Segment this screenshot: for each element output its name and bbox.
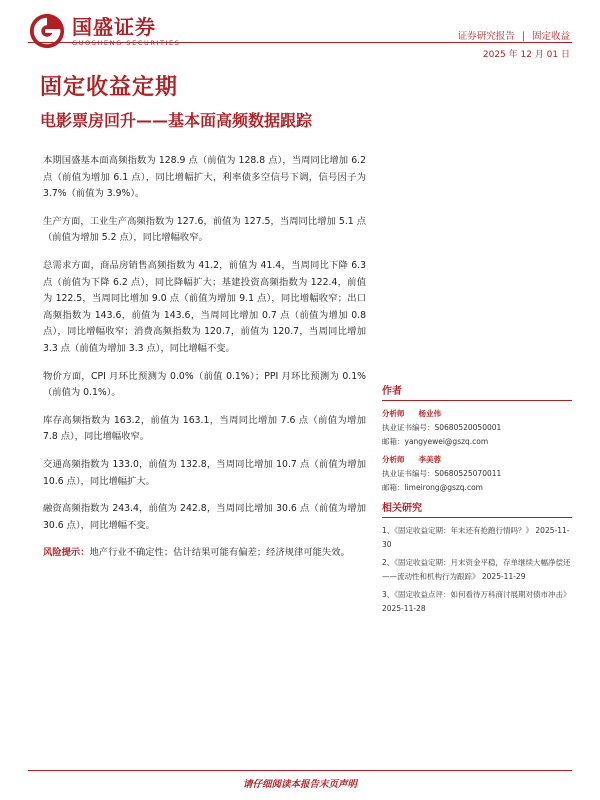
- risk-warning-text: 地产行业不确定性；估计结果可能有偏差；经济规律可能失效。: [89, 547, 350, 559]
- guosheng-logo-icon: [28, 12, 66, 50]
- author-email[interactable]: 邮箱：limeirong@gszq.com: [382, 483, 483, 492]
- body-paragraph-summary: 本期国盛基本面高频指数为 128.9 点（前值为 128.8 点），当周同比增加 6.2 点（前值为增加 6.1 点），同比增幅扩大，利率债多空信号下调，信号因子为 3.7%（前值为 3.9%）。: [43, 155, 366, 200]
- author-role: 分析师: [382, 409, 405, 418]
- body-paragraph-production: 生产方面，工业生产高频指数为 127.6，前值为 127.5，当周同比增加 5.1 点（前值为增加 5.2 点），同比增幅收窄。: [43, 215, 366, 244]
- risk-warning: [43, 545, 366, 562]
- logo-chinese-name: 国盛证券: [72, 14, 156, 39]
- brand-logo: [28, 12, 180, 50]
- report-category: 固定收益: [531, 31, 570, 42]
- author-email[interactable]: 邮箱：yangyewei@gszq.com: [382, 437, 489, 446]
- author-card: [382, 407, 572, 449]
- sidebar: [382, 382, 572, 620]
- author-card: [382, 453, 572, 495]
- footer-divider: [28, 770, 572, 771]
- related-research-title: 相关研究: [382, 499, 572, 518]
- related-research-item[interactable]: 2、《固定收益定期：月末资金平稳，存单继续大幅净偿还——流动性和机构行为跟踪》 2025-11-29: [382, 558, 571, 581]
- report-type-header: [458, 28, 570, 42]
- body-paragraph-financing: 融资高频指数为 243.4，前值为 242.8，当周同比增加 30.6 点（前值为增加 30.6 点），同比增幅不变。: [43, 503, 366, 531]
- authors-section-title: 作者: [382, 382, 572, 401]
- body-paragraph-transport: 交通高频指数为 133.0，前值为 132.8，当周同比增加 10.7 点（前值为增加 10.6 点），同比增幅扩大。: [43, 458, 366, 487]
- report-body: [43, 153, 366, 573]
- author-name: 李美蓉: [418, 455, 441, 464]
- report-date: 2025 年 12 月 01 日: [482, 50, 570, 60]
- body-paragraph-demand: 总需求方面，商品房销售高频指数为 41.2，前值为 41.4，当周同比下降 6.3 点（前值为下降 6.2 点），同比降幅扩大；基建投资高频指数为 122.4，前值为 122.5，当周同比增加 9.0 点（前值为增加 9.1 点），同比增幅收窄；出口高频指数为 143.6，前值为 143.6，当周同比增加 0.7 点（前值为增加 0.8 点），同比增幅收窄；消费高频指数为 120.7，前值为 120.7，当周同比增加 3.3 点（前值为增加 3.3 点），同比增幅不变。: [43, 259, 366, 354]
- body-paragraph-prices: 物价方面，CPI 月环比预测为 0.0%（前值 0.1%）；PPI 月环比预测为 0.1%（前值为 0.1%）。: [43, 370, 366, 399]
- related-research-item[interactable]: 1、《固定收益定期：年末还有抢跑行情吗？》 2025-11-30: [382, 526, 570, 549]
- related-research-item[interactable]: 3、《固定收益点评：如何看待万科商讨展期对债市冲击》 2025-11-28: [382, 590, 571, 613]
- report-type: 证券研究报告: [457, 31, 515, 42]
- author-role: 分析师: [382, 455, 405, 464]
- author-cert: 执业证书编号：S0680520050001: [382, 423, 502, 432]
- footer-disclaimer: 请仔细阅读本报告末页声明: [242, 779, 357, 790]
- author-cert: 执业证书编号：S0680525070011: [382, 469, 502, 478]
- header-separator: |: [521, 31, 525, 42]
- report-subtitle: 电影票房回升——基本面高频数据跟踪: [40, 111, 313, 130]
- author-name: 杨业伟: [418, 409, 441, 418]
- body-paragraph-inventory: 库存高频指数为 163.2，前值为 163.1，当周同比增加 7.6 点（前值为增加 7.8 点），同比增幅收窄。: [43, 414, 366, 443]
- risk-warning-label: 风险提示：: [43, 547, 90, 559]
- header-divider: [28, 42, 572, 43]
- report-title: 固定收益定期: [40, 75, 179, 100]
